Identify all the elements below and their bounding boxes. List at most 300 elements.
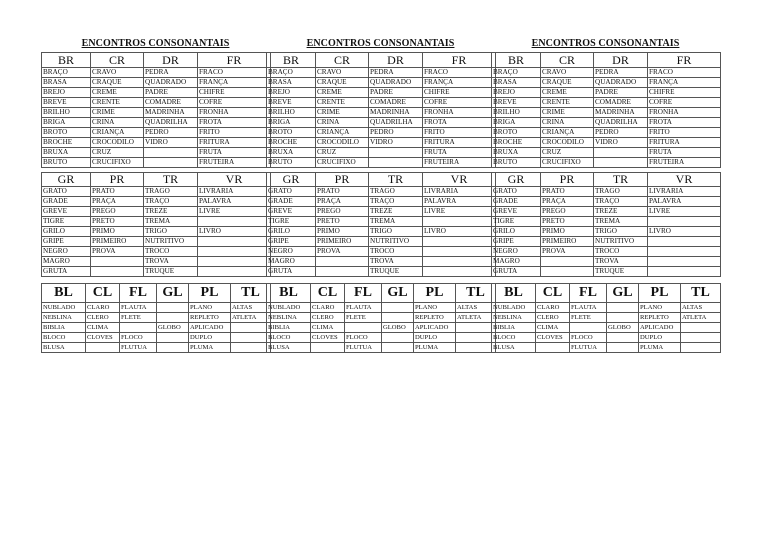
table-cell: REPLETO — [414, 313, 456, 323]
table-cell: BIBLIA — [267, 323, 311, 333]
table-cell: CRUZ — [316, 148, 369, 158]
table-row — [492, 303, 721, 313]
table-cell: CREME — [541, 88, 594, 98]
table-row — [267, 187, 496, 197]
table-row — [267, 343, 496, 353]
table-cell: MAGRO — [267, 257, 316, 267]
table-cell: FRONHA — [648, 108, 721, 118]
column-header: DR — [144, 53, 198, 68]
table-cell — [570, 323, 607, 333]
table-cell: TIGRE — [42, 217, 91, 227]
table-row — [492, 78, 721, 88]
header-row — [492, 284, 721, 303]
table-cell: BRASA — [42, 78, 91, 88]
table-cell: CLIMA — [536, 323, 570, 333]
table-cell: CRAVO — [91, 68, 144, 78]
table-cell: NUTRITIVO — [144, 237, 198, 247]
column-header: TR — [144, 173, 198, 187]
table-cell: BROTO — [267, 128, 316, 138]
table-row — [42, 118, 271, 128]
table-cell: CLARO — [86, 303, 120, 313]
table-cell: PRATO — [91, 187, 144, 197]
table-cell: FROTA — [648, 118, 721, 128]
table-cell: FLUTUA — [120, 343, 157, 353]
table-cell: PALAVRA — [648, 197, 721, 207]
table-cell: GREVE — [492, 207, 541, 217]
table-cell — [198, 257, 271, 267]
table-cell: FRITO — [423, 128, 496, 138]
table-cell: QUADRILHA — [369, 118, 423, 128]
table-cell: PLUMA — [414, 343, 456, 353]
table-cell — [423, 257, 496, 267]
table-cell — [231, 333, 271, 343]
table-cell: COFRE — [648, 98, 721, 108]
table-cell: TREZE — [144, 207, 198, 217]
table-cell: BROCHE — [492, 138, 541, 148]
table-row — [492, 323, 721, 333]
page-title: ENCONTROS CONSONANTAIS — [531, 38, 680, 49]
table-cell: FLUTUA — [570, 343, 607, 353]
column-header: PL — [189, 284, 231, 303]
table-cell: TROVA — [594, 257, 648, 267]
table-cell: PROVA — [541, 247, 594, 257]
column-header: TL — [456, 284, 496, 303]
table-cell: BRAÇO — [42, 68, 91, 78]
table-cell: TIGRE — [492, 217, 541, 227]
table-row — [492, 197, 721, 207]
table-cell: CRAQUE — [541, 78, 594, 88]
column-header: TL — [681, 284, 721, 303]
table-cell: PRIMO — [91, 227, 144, 237]
table-cell: PLANO — [639, 303, 681, 313]
table-cell: PEDRO — [369, 128, 423, 138]
table-cell: TRUQUE — [144, 267, 198, 277]
table-cell: DUPLO — [189, 333, 231, 343]
table-cell: PRATO — [541, 187, 594, 197]
table-cell: BLOCO — [42, 333, 86, 343]
table-row — [42, 313, 271, 323]
table-cell: PREGO — [91, 207, 144, 217]
table-cell — [198, 247, 271, 257]
table-cell: BRUXA — [42, 148, 91, 158]
table-cell: ATLETA — [456, 313, 496, 323]
table-cell: PRIMEIRO — [541, 237, 594, 247]
table-cell: BRUTO — [492, 158, 541, 168]
table-cell: PRIMO — [316, 227, 369, 237]
table-cell: DUPLO — [639, 333, 681, 343]
table-cell: BRASA — [492, 78, 541, 88]
table-row — [42, 98, 271, 108]
panel-3 — [491, 38, 720, 353]
table-row — [267, 128, 496, 138]
table-cell — [456, 343, 496, 353]
column-header: DR — [594, 53, 648, 68]
table-cell: BLUSA — [492, 343, 536, 353]
table-cell: FRITO — [198, 128, 271, 138]
column-header: TL — [231, 284, 271, 303]
table-cell: CRENTE — [541, 98, 594, 108]
table-cell: PRIMO — [541, 227, 594, 237]
column-header: PR — [91, 173, 144, 187]
table-cell: FRACO — [423, 68, 496, 78]
table-cell: ATLETA — [681, 313, 721, 323]
table-cell: LIVRARIA — [648, 187, 721, 197]
table-row — [267, 148, 496, 158]
column-header: BL — [492, 284, 536, 303]
table-cell — [198, 217, 271, 227]
table-cell — [607, 343, 639, 353]
table-row — [492, 217, 721, 227]
table-row — [492, 88, 721, 98]
table-cell: TREZE — [369, 207, 423, 217]
column-header: CL — [311, 284, 345, 303]
table-cell: PROVA — [91, 247, 144, 257]
table-row — [492, 227, 721, 237]
table-cell: TREMA — [369, 217, 423, 227]
table-cell: BRAÇO — [492, 68, 541, 78]
table-row — [492, 237, 721, 247]
table-cell: CRINA — [91, 118, 144, 128]
table-cell — [423, 267, 496, 277]
table-cell: NEGRO — [42, 247, 91, 257]
table-cell: GRIPE — [492, 237, 541, 247]
table-1 — [41, 52, 271, 168]
table-row — [492, 68, 721, 78]
table-cell: BRAÇO — [267, 68, 316, 78]
table-row — [492, 267, 721, 277]
table-cell: CRINA — [316, 118, 369, 128]
table-row — [42, 148, 271, 158]
table-cell — [198, 267, 271, 277]
table-cell — [648, 267, 721, 277]
column-header: CL — [536, 284, 570, 303]
table-row — [42, 187, 271, 197]
panel-2 — [266, 38, 495, 353]
table-cell: TRAGO — [144, 187, 198, 197]
table-cell: PEDRA — [594, 68, 648, 78]
column-header: TR — [594, 173, 648, 187]
table-row — [492, 247, 721, 257]
table-cell: BROTO — [42, 128, 91, 138]
table-cell: GRATO — [42, 187, 91, 197]
table-cell: NUTRITIVO — [369, 237, 423, 247]
table-cell: GRADE — [492, 197, 541, 207]
table-cell: ATLETA — [231, 313, 271, 323]
table-cell: BREJO — [492, 88, 541, 98]
table-cell — [607, 333, 639, 343]
table-row — [267, 313, 496, 323]
table-cell: PRETO — [91, 217, 144, 227]
table-cell — [541, 257, 594, 267]
table-cell — [369, 158, 423, 168]
table-cell: MADRINHA — [369, 108, 423, 118]
column-header: PR — [316, 173, 369, 187]
header-row — [492, 173, 721, 187]
table-row — [42, 227, 271, 237]
table-row — [267, 108, 496, 118]
table-cell: LIVRE — [423, 207, 496, 217]
column-header: CL — [86, 284, 120, 303]
table-cell: COMADRE — [369, 98, 423, 108]
table-3 — [266, 283, 496, 353]
table-cell: TRIGO — [594, 227, 648, 237]
table-cell: FRACO — [198, 68, 271, 78]
table-cell — [382, 303, 414, 313]
table-cell — [91, 257, 144, 267]
table-cell: COMADRE — [594, 98, 648, 108]
column-header: VR — [648, 173, 721, 187]
table-cell: BRASA — [267, 78, 316, 88]
table-cell — [607, 303, 639, 313]
table-cell: PALAVRA — [198, 197, 271, 207]
table-cell — [311, 343, 345, 353]
table-cell: PEDRO — [144, 128, 198, 138]
table-cell: NUTRITIVO — [594, 237, 648, 247]
table-cell: CHIFRE — [423, 88, 496, 98]
table-cell: TRAGO — [369, 187, 423, 197]
table-cell: FLUTUA — [345, 343, 382, 353]
table-cell: PLUMA — [189, 343, 231, 353]
table-cell: TIGRE — [267, 217, 316, 227]
table-cell — [648, 247, 721, 257]
table-cell: GRATO — [267, 187, 316, 197]
table-cell: LIVRO — [198, 227, 271, 237]
table-cell: TREZE — [594, 207, 648, 217]
table-row — [42, 217, 271, 227]
table-cell: NUBLADO — [267, 303, 311, 313]
table-cell: MADRINHA — [594, 108, 648, 118]
table-cell: LIVRE — [648, 207, 721, 217]
table-cell: NEBLINA — [492, 313, 536, 323]
table-row — [267, 98, 496, 108]
table-cell: CRENTE — [91, 98, 144, 108]
table-cell: GRADE — [267, 197, 316, 207]
table-cell: GRILO — [492, 227, 541, 237]
column-header: DR — [369, 53, 423, 68]
table-cell: TROCO — [594, 247, 648, 257]
table-cell: LIVRO — [648, 227, 721, 237]
table-cell: PREGO — [541, 207, 594, 217]
table-cell: BRILHO — [42, 108, 91, 118]
table-cell: CLIMA — [86, 323, 120, 333]
column-header: VR — [423, 173, 496, 187]
table-cell: CLERO — [536, 313, 570, 323]
table-cell: FRITO — [648, 128, 721, 138]
table-cell — [541, 267, 594, 277]
table-cell: TRIGO — [369, 227, 423, 237]
table-cell: MADRINHA — [144, 108, 198, 118]
table-row — [267, 78, 496, 88]
table-cell — [423, 237, 496, 247]
table-cell — [648, 257, 721, 267]
table-cell: GRADE — [42, 197, 91, 207]
table-cell: FRUTEIRA — [648, 158, 721, 168]
table-cell: FLETE — [120, 313, 157, 323]
table-1 — [491, 52, 721, 168]
table-cell — [648, 217, 721, 227]
table-cell: APLICADO — [189, 323, 231, 333]
table-cell: BLUSA — [42, 343, 86, 353]
header-row — [42, 284, 271, 303]
table-2 — [266, 172, 496, 277]
table-cell: CLOVES — [86, 333, 120, 343]
table-cell: FRUTEIRA — [423, 158, 496, 168]
column-header: VR — [198, 173, 271, 187]
column-header: PL — [639, 284, 681, 303]
table-cell: TRAÇO — [369, 197, 423, 207]
table-cell: FRANÇA — [423, 78, 496, 88]
table-cell: LIVRE — [198, 207, 271, 217]
table-row — [492, 128, 721, 138]
table-cell: VIDRO — [369, 138, 423, 148]
table-cell: CRUCIFIXO — [316, 158, 369, 168]
table-cell — [144, 148, 198, 158]
table-row — [42, 257, 271, 267]
table-cell: BIBLIA — [492, 323, 536, 333]
page-title: ENCONTROS CONSONANTAIS — [306, 38, 455, 49]
column-header: GL — [382, 284, 414, 303]
column-header: GL — [157, 284, 189, 303]
table-cell — [382, 343, 414, 353]
table-cell: BRUXA — [492, 148, 541, 158]
table-cell: TRIGO — [144, 227, 198, 237]
table-cell — [594, 148, 648, 158]
table-cell: GRUTA — [42, 267, 91, 277]
table-cell: PEDRA — [144, 68, 198, 78]
table-cell: FLAUTA — [345, 303, 382, 313]
table-cell: TROCO — [144, 247, 198, 257]
table-cell — [345, 323, 382, 333]
table-cell: REPLETO — [639, 313, 681, 323]
table-cell — [594, 158, 648, 168]
table-cell: FRUTA — [423, 148, 496, 158]
table-cell: QUADRADO — [369, 78, 423, 88]
table-cell: BRUXA — [267, 148, 316, 158]
table-cell: PRAÇA — [91, 197, 144, 207]
table-cell — [681, 323, 721, 333]
table-cell — [91, 267, 144, 277]
column-header: CR — [316, 53, 369, 68]
table-cell: FLAUTA — [570, 303, 607, 313]
table-row — [492, 98, 721, 108]
table-cell: FRITURA — [198, 138, 271, 148]
table-cell: CRUCIFIXO — [541, 158, 594, 168]
table-cell — [231, 323, 271, 333]
table-cell: CROCODILO — [541, 138, 594, 148]
header-row — [267, 53, 496, 68]
table-cell: LIVRARIA — [198, 187, 271, 197]
table-row — [42, 197, 271, 207]
table-cell — [316, 267, 369, 277]
table-cell: BROCHE — [267, 138, 316, 148]
table-row — [492, 158, 721, 168]
table-1 — [266, 52, 496, 168]
table-row — [267, 158, 496, 168]
table-cell: CREME — [316, 88, 369, 98]
header-row — [267, 173, 496, 187]
table-cell — [198, 237, 271, 247]
table-row — [42, 78, 271, 88]
table-cell: BROTO — [492, 128, 541, 138]
table-row — [267, 197, 496, 207]
table-cell: GRILO — [267, 227, 316, 237]
table-3 — [491, 283, 721, 353]
table-cell: PRETO — [541, 217, 594, 227]
table-cell — [607, 313, 639, 323]
table-cell: CHIFRE — [198, 88, 271, 98]
table-cell — [231, 343, 271, 353]
table-cell — [316, 257, 369, 267]
table-cell: CREME — [91, 88, 144, 98]
table-cell: GRIPE — [42, 237, 91, 247]
table-cell: GRATO — [492, 187, 541, 197]
table-row — [492, 343, 721, 353]
table-cell: FROTA — [423, 118, 496, 128]
table-cell — [157, 303, 189, 313]
table-row — [42, 138, 271, 148]
table-cell: TROVA — [144, 257, 198, 267]
table-cell: REPLETO — [189, 313, 231, 323]
table-cell: QUADRADO — [144, 78, 198, 88]
table-cell: BIBLIA — [42, 323, 86, 333]
table-cell: FRITURA — [648, 138, 721, 148]
table-cell: CRUCIFIXO — [91, 158, 144, 168]
table-cell: TRUQUE — [369, 267, 423, 277]
table-cell: FLOCO — [120, 333, 157, 343]
table-cell: PREGO — [316, 207, 369, 217]
table-cell: BRUTO — [267, 158, 316, 168]
table-cell — [382, 313, 414, 323]
table-cell: FROTA — [198, 118, 271, 128]
column-header: GR — [267, 173, 316, 187]
table-row — [492, 138, 721, 148]
table-row — [267, 237, 496, 247]
table-cell: GLOBO — [382, 323, 414, 333]
table-cell: PLANO — [414, 303, 456, 313]
table-cell: TRAGO — [594, 187, 648, 197]
table-2 — [41, 172, 271, 277]
column-header: FR — [198, 53, 271, 68]
table-cell — [536, 343, 570, 353]
table-cell: CRIANÇA — [316, 128, 369, 138]
table-cell — [144, 158, 198, 168]
table-cell: BLOCO — [267, 333, 311, 343]
table-cell: LIVRARIA — [423, 187, 496, 197]
column-header: CR — [541, 53, 594, 68]
table-cell: MAGRO — [42, 257, 91, 267]
table-cell: CRIME — [316, 108, 369, 118]
table-row — [42, 128, 271, 138]
table-cell: NEGRO — [492, 247, 541, 257]
table-cell: GRUTA — [267, 267, 316, 277]
table-row — [42, 158, 271, 168]
table-row — [492, 187, 721, 197]
table-row — [492, 148, 721, 158]
table-cell: PRIMEIRO — [316, 237, 369, 247]
table-row — [42, 323, 271, 333]
table-cell: PALAVRA — [423, 197, 496, 207]
table-row — [42, 108, 271, 118]
table-cell: TROCO — [369, 247, 423, 257]
table-cell: PROVA — [316, 247, 369, 257]
column-header: PR — [541, 173, 594, 187]
table-cell: MAGRO — [492, 257, 541, 267]
table-row — [267, 333, 496, 343]
table-cell: CRUZ — [541, 148, 594, 158]
table-cell: PLANO — [189, 303, 231, 313]
table-cell: FLETE — [570, 313, 607, 323]
header-row — [42, 173, 271, 187]
